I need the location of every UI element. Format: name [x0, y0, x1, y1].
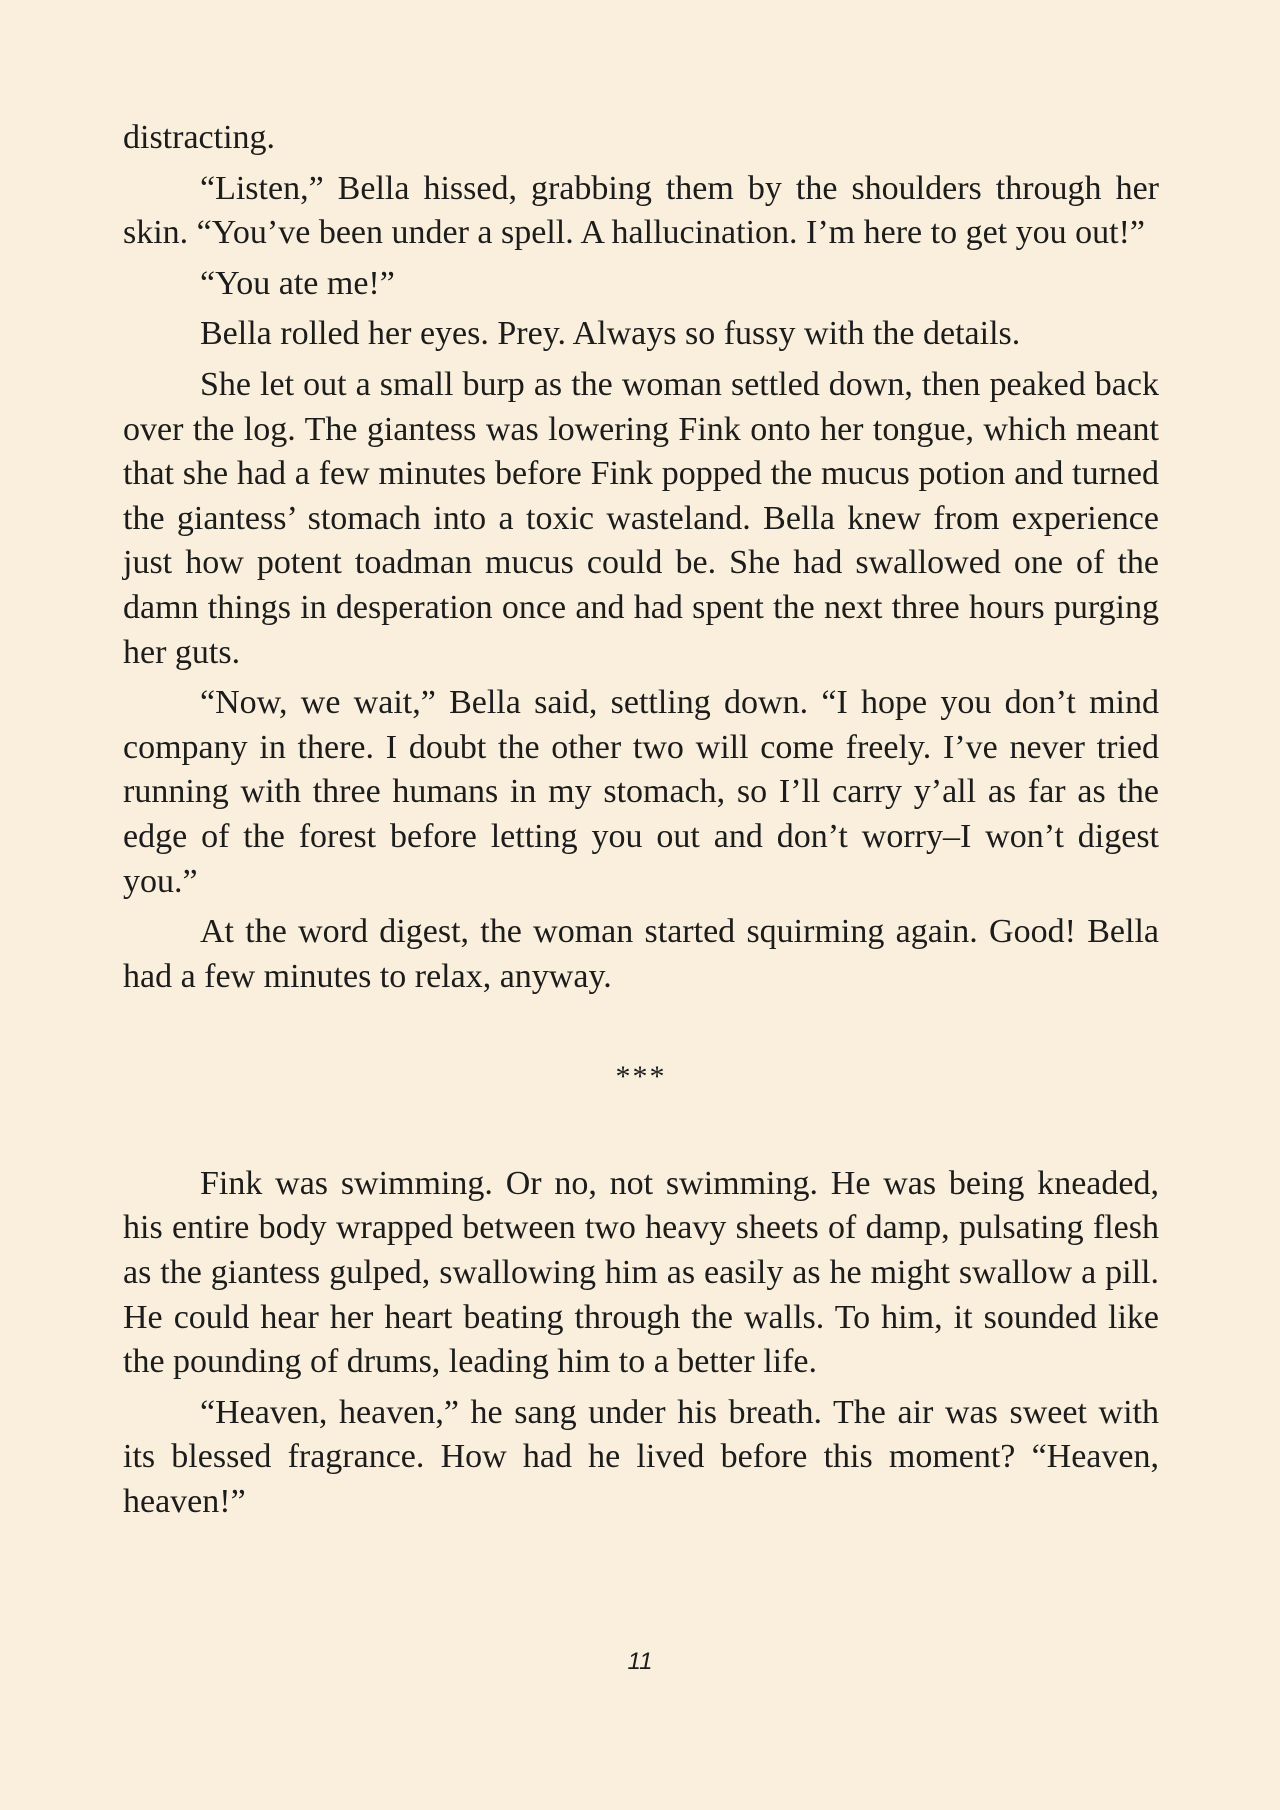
paragraph-7: At the word digest, the woman started squirming again. Good! Bella had a few minutes to relax, anyway.: [123, 913, 1159, 995]
page-body: [123, 116, 1159, 1531]
paragraph-2: “Listen,” Bella hissed, grabbing them by the shoulders through her skin. “You’ve been under a spell. A hallucination. I’m here to get you out!”: [123, 169, 1159, 252]
paragraph-1: distracting.: [123, 119, 276, 156]
paragraph-4: Bella rolled her eyes. Prey. Always so fussy with the details.: [200, 315, 1021, 353]
scene-break: ***: [615, 1060, 667, 1094]
paragraph-6: “Now, we wait,” Bella said, settling down. “I hope you don’t mind company in there. I doubt the other two will come freely. I’ve never tried running with three humans in my stomach, so I’ll carry y’all as far as the edge of the forest before letting you out and don’t worry–I won’t digest you.”: [123, 684, 1159, 900]
page-number: 11: [627, 1648, 653, 1675]
paragraph-9: “Heaven, heaven,” he sang under his breath. The air was sweet with its blessed fragrance. How had he lived before this moment? “Heaven, heaven!”: [123, 1393, 1159, 1521]
paragraph-5: She let out a small burp as the woman settled down, then peaked back over the log. The giantess was lowering Fink onto her tongue, which meant that she had a few minutes before Fink popped the mucus potion and turned the giantess’ stomach into a toxic wasteland. Bella knew from experience just how potent toadman mucus could be. She had swallowed one of the damn things in desperation once and had spent the next three hours purging her guts.: [123, 365, 1159, 671]
paragraph-8: Fink was swimming. Or no, not swimming. He was being kneaded, his entire body wrapped between two heavy sheets of damp, pulsating flesh as the giantess gulped, swallowing him as easily as he might swallow a pill. He could hear her heart beating through the walls. To him, it sounded like the pounding of drums, leading him to a better life.: [123, 1164, 1159, 1381]
paragraph-3: “You ate me!”: [200, 264, 395, 302]
